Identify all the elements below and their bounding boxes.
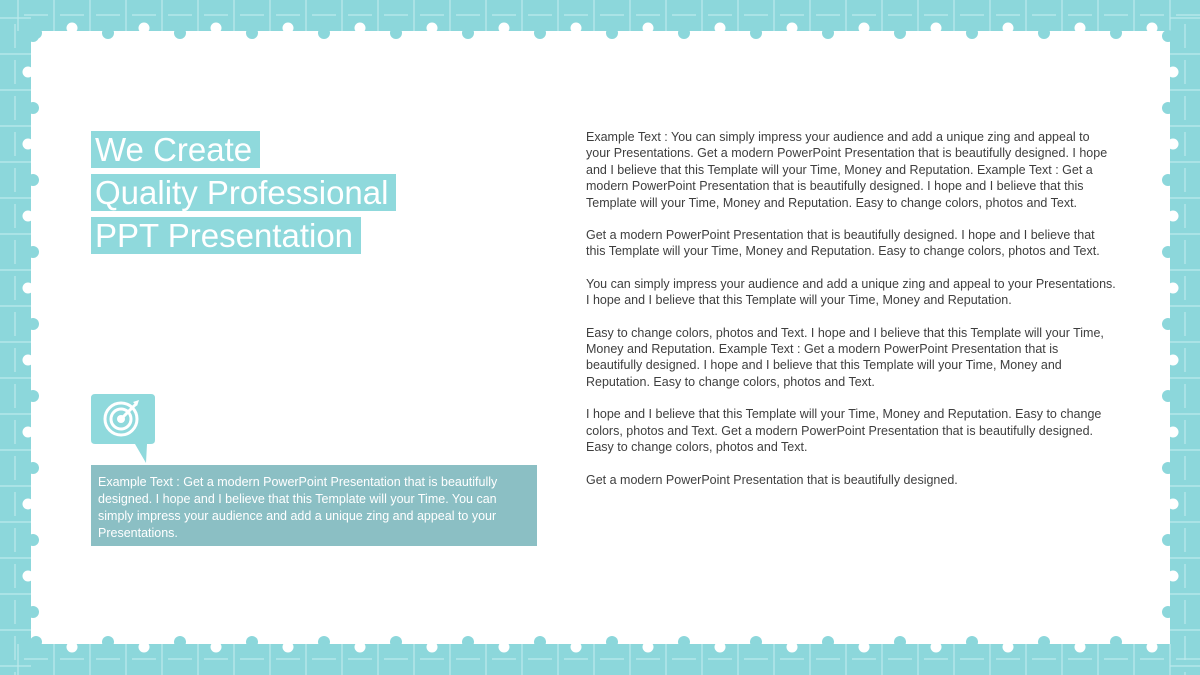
puzzle-knob xyxy=(23,283,34,294)
puzzle-knob xyxy=(1003,642,1014,653)
puzzle-knob xyxy=(27,318,39,330)
puzzle-knob xyxy=(390,27,402,39)
puzzle-knob xyxy=(1168,355,1179,366)
puzzle-knob xyxy=(822,27,834,39)
puzzle-knob xyxy=(67,23,78,34)
puzzle-knob xyxy=(27,390,39,402)
puzzle-knob xyxy=(606,27,618,39)
puzzle-knob xyxy=(1075,23,1086,34)
puzzle-knob xyxy=(23,571,34,582)
puzzle-knob xyxy=(715,23,726,34)
puzzle-knob xyxy=(23,499,34,510)
puzzle-knob xyxy=(23,67,34,78)
puzzle-knob xyxy=(427,23,438,34)
puzzle-knob xyxy=(462,27,474,39)
puzzle-knob xyxy=(102,27,114,39)
puzzle-knob xyxy=(787,642,798,653)
puzzle-knob xyxy=(606,636,618,648)
puzzle-knob xyxy=(27,534,39,546)
puzzle-knob xyxy=(23,427,34,438)
puzzle-knob xyxy=(1168,283,1179,294)
puzzle-knob xyxy=(211,642,222,653)
body-paragraph-2: Get a modern PowerPoint Presentation that is beautifully designed. I hope and I believe that this Template will your Time, Money and Reputation. Easy to change colors, photos and Text. xyxy=(586,228,1100,259)
puzzle-knob xyxy=(27,174,39,186)
puzzle-knob xyxy=(246,636,258,648)
puzzle-knob xyxy=(67,642,78,653)
caption-box xyxy=(91,465,537,546)
puzzle-knob xyxy=(931,642,942,653)
puzzle-knob xyxy=(1075,642,1086,653)
body-paragraph-5: I hope and I believe that this Template will your Time, Money and Reputation. Easy to change colors, photos and Text. Get a modern PowerPoint Presentation that is beautifully designed. Easy to change colors, photos and Text. xyxy=(586,407,1102,455)
puzzle-knob xyxy=(894,27,906,39)
puzzle-knob xyxy=(1168,427,1179,438)
puzzle-knob xyxy=(678,636,690,648)
target-icon xyxy=(91,394,155,464)
puzzle-knob xyxy=(283,642,294,653)
puzzle-knob xyxy=(139,642,150,653)
puzzle-knob xyxy=(1168,67,1179,78)
title-line-2: Quality Professional xyxy=(91,174,396,211)
body-text-column xyxy=(586,129,1116,504)
puzzle-knob xyxy=(966,27,978,39)
title-line-1: We Create xyxy=(91,131,260,168)
puzzle-knob xyxy=(678,27,690,39)
puzzle-knob xyxy=(427,642,438,653)
puzzle-knob xyxy=(27,102,39,114)
puzzle-knob xyxy=(355,642,366,653)
puzzle-knob xyxy=(715,642,726,653)
puzzle-knob xyxy=(27,30,39,42)
puzzle-knob xyxy=(1003,23,1014,34)
title-block xyxy=(91,131,396,260)
body-paragraph-3: You can simply impress your audience and add a unique zing and appeal to your Presentations. I hope and I believe that this Template will your Time, Money and Reputation. xyxy=(586,276,1116,308)
puzzle-knob xyxy=(1162,606,1174,618)
puzzle-knob xyxy=(643,642,654,653)
puzzle-knob xyxy=(23,139,34,150)
puzzle-knob xyxy=(643,23,654,34)
puzzle-knob xyxy=(174,636,186,648)
puzzle-knob xyxy=(1162,462,1174,474)
puzzle-knob xyxy=(822,636,834,648)
puzzle-knob xyxy=(1168,139,1179,150)
caption-text: Example Text : Get a modern PowerPoint Presentation that is beautifully designed. I hope and I believe that this Template will your Time. You can simply impress your audience and add a unique zing and appeal to your Presentations. xyxy=(98,475,498,540)
puzzle-knob xyxy=(1168,211,1179,222)
puzzle-knob xyxy=(534,27,546,39)
puzzle-knob xyxy=(211,23,222,34)
puzzle-knob xyxy=(1162,534,1174,546)
puzzle-knob xyxy=(27,606,39,618)
puzzle-knob xyxy=(318,27,330,39)
puzzle-knob xyxy=(1162,318,1174,330)
puzzle-knob xyxy=(859,642,870,653)
title-line-3: PPT Presentation xyxy=(91,217,361,254)
puzzle-knob xyxy=(787,23,798,34)
puzzle-knob xyxy=(894,636,906,648)
puzzle-knob xyxy=(1147,642,1158,653)
puzzle-knob xyxy=(571,23,582,34)
puzzle-knob xyxy=(27,462,39,474)
puzzle-knob xyxy=(1162,102,1174,114)
puzzle-knob xyxy=(1110,27,1122,39)
puzzle-knob xyxy=(1162,390,1174,402)
puzzle-knob xyxy=(23,211,34,222)
puzzle-knob xyxy=(355,23,366,34)
puzzle-knob xyxy=(27,246,39,258)
puzzle-knob xyxy=(499,642,510,653)
puzzle-knob xyxy=(1162,246,1174,258)
puzzle-knob xyxy=(246,27,258,39)
puzzle-knob xyxy=(462,636,474,648)
puzzle-knob xyxy=(750,27,762,39)
body-paragraph-1: Example Text : You can simply impress your audience and add a unique zing and appeal to your Presentations. Get a modern PowerPoint Presentation that is beautifully designed. I hope and I believe that this Template will your Time, Money and Reputation. Example Text : Get a modern PowerPoint Presentation that is beautifully designed. I hope and I believe that this Template will your Time, Money and Reputation. Easy to change colors, photos and Text. xyxy=(586,130,1108,210)
puzzle-knob xyxy=(139,23,150,34)
puzzle-knob xyxy=(30,636,42,648)
puzzle-knob xyxy=(966,636,978,648)
puzzle-knob xyxy=(1168,571,1179,582)
puzzle-knob xyxy=(1147,23,1158,34)
puzzle-knob xyxy=(283,23,294,34)
puzzle-knob xyxy=(750,636,762,648)
puzzle-knob xyxy=(1162,30,1174,42)
puzzle-knob xyxy=(390,636,402,648)
puzzle-knob xyxy=(499,23,510,34)
puzzle-knob xyxy=(931,23,942,34)
puzzle-knob xyxy=(102,636,114,648)
body-paragraph-6: Get a modern PowerPoint Presentation that is beautifully designed. xyxy=(586,472,958,487)
puzzle-knob xyxy=(1168,499,1179,510)
puzzle-knob xyxy=(174,27,186,39)
puzzle-knob xyxy=(1110,636,1122,648)
body-paragraph-4: Easy to change colors, photos and Text. I hope and I believe that this Template will your Time, Money and Reputation. Example Text : Get a modern PowerPoint Presentation that is beautifully designed. I hope and I believe that this Template will your Time, Money and Reputation. Easy to change colors, photos and Text. xyxy=(586,325,1104,389)
puzzle-knob xyxy=(571,642,582,653)
puzzle-knob xyxy=(23,355,34,366)
puzzle-knob xyxy=(1038,636,1050,648)
puzzle-knob xyxy=(1162,174,1174,186)
puzzle-knob xyxy=(534,636,546,648)
puzzle-knob xyxy=(859,23,870,34)
puzzle-knob xyxy=(318,636,330,648)
puzzle-knob xyxy=(1038,27,1050,39)
